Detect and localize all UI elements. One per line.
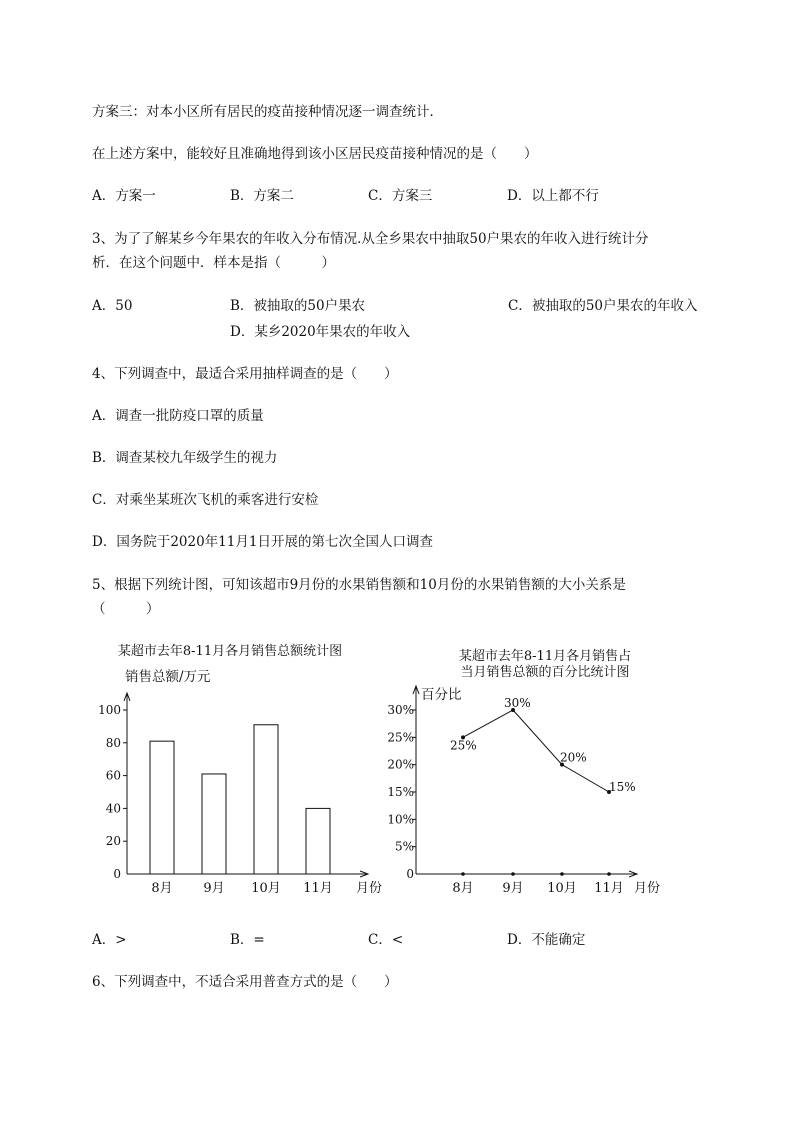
line-chart-data-label: 15% [609, 780, 636, 794]
bar-chart-y-tick-label: 100 [98, 703, 121, 717]
bar-chart [90, 638, 390, 898]
line-chart-title-line2: 当月销售总额的百分比统计图 [460, 665, 630, 680]
bar-chart-bar [202, 774, 226, 874]
q4-option-b: B．调查某校九年级学生的视力 [92, 450, 278, 466]
line-chart-y-tick-label: 0 [406, 867, 414, 881]
q3-option-d: D．某乡2020年果农的年收入 [230, 324, 411, 340]
bar-chart-ylabel: 销售总额/万元 [125, 669, 211, 685]
line-chart-x-tick-label: 10月 [547, 881, 577, 896]
q2-option-a: A．方案一 [92, 188, 156, 204]
line-chart-y-tick-label: 15% [387, 785, 414, 799]
line-chart-x-tick-label: 9月 [502, 881, 524, 896]
bar-chart-x-tick-label: 11月 [303, 881, 333, 896]
q3-question-line1: 3、为了了解某乡今年果农的年收入分布情况.从全乡果农中抽取50户果农的年收入进行统计分 [92, 231, 649, 247]
q5-option-c: C．< [368, 932, 404, 948]
line-chart-y-tick-label: 10% [387, 812, 414, 827]
line-chart-x-tick [560, 872, 564, 876]
bar-chart-y-tick-label: 40 [105, 801, 121, 816]
bar-chart-xlabel: 月份 [356, 881, 383, 896]
line-chart-data-label: 20% [560, 750, 587, 765]
line-chart-x-tick [607, 872, 611, 876]
line-chart-y-tick-label: 25% [387, 730, 414, 745]
q2-option-d: D．以上都不行 [507, 188, 599, 204]
q5-option-d: D．不能确定 [507, 932, 586, 948]
q4-option-d: D．国务院于2020年11月1日开展的第七次全国人口调查 [92, 534, 433, 550]
line-chart [385, 638, 685, 898]
q4-question: 4、下列调查中，最适合采用抽样调查的是（ ） [92, 366, 398, 382]
bar-chart-y-tick-label: 0 [113, 867, 121, 881]
line-chart-y-tick-label: 5% [394, 839, 414, 854]
q5-question-line2: （ ） [92, 601, 160, 617]
q4-option-c: C．对乘坐某班次飞机的乘客进行安检 [92, 492, 319, 508]
bar-chart-x-tick-label: 8月 [151, 881, 173, 896]
line-chart-xlabel: 月份 [634, 881, 661, 896]
bar-chart-y-tick-label: 20 [105, 834, 121, 849]
bar-chart-bar [254, 725, 278, 874]
line-chart-x-tick [511, 872, 515, 876]
q5-option-b: B．= [230, 932, 265, 948]
line-chart-series-line [463, 710, 609, 792]
q6-question: 6、下列调查中，不适合采用普查方式的是（ ） [92, 974, 398, 990]
bar-chart-y-tick-label: 80 [105, 735, 121, 750]
q2-option-c: C．方案三 [368, 188, 433, 204]
bar-chart-x-tick-label: 9月 [203, 881, 225, 896]
q3-option-a: A．50 [92, 298, 133, 314]
line-chart-x-tick [461, 872, 465, 876]
bar-chart-y-tick-label: 60 [105, 768, 121, 783]
q4-option-a: A．调查一批防疫口罩的质量 [92, 408, 264, 424]
q2-option-b: B．方案二 [230, 188, 294, 204]
line-chart-ylabel: 百分比 [421, 687, 462, 703]
bar-chart-bar [150, 741, 174, 874]
line-chart-title-line1: 某超市去年8-11月各月销售占 [458, 649, 632, 664]
line-chart-x-tick-label: 11月 [594, 881, 624, 896]
q2-plan3: 方案三：对本小区所有居民的疫苗接种情况逐一调查统计． [92, 104, 443, 120]
bar-chart-x-tick-label: 10月 [251, 881, 281, 896]
bar-chart-title: 某超市去年8-11月各月销售总额统计图 [117, 644, 343, 659]
line-chart-x-tick-label: 8月 [452, 881, 474, 896]
bar-chart-bar [306, 808, 330, 874]
line-chart-data-label: 25% [450, 738, 477, 753]
line-chart-y-tick-label: 30% [387, 703, 414, 717]
q5-question-line1: 5、根据下列统计图，可知该超市9月份的水果销售额和10月份的水果销售额的大小关系是 [92, 577, 626, 593]
q2-question: 在上述方案中，能较好且准确地得到该小区居民疫苗接种情况的是（ ） [92, 146, 538, 162]
line-chart-data-label: 30% [504, 696, 531, 710]
q3-option-b: B．被抽取的50户果农 [230, 298, 366, 314]
q3-question-line2: 析．在这个问题中．样本是指（ ） [92, 255, 335, 271]
line-chart-y-tick-label: 20% [387, 757, 414, 772]
q5-option-a: A．> [92, 932, 127, 948]
q3-option-c: C．被抽取的50户果农的年收入 [508, 298, 698, 314]
